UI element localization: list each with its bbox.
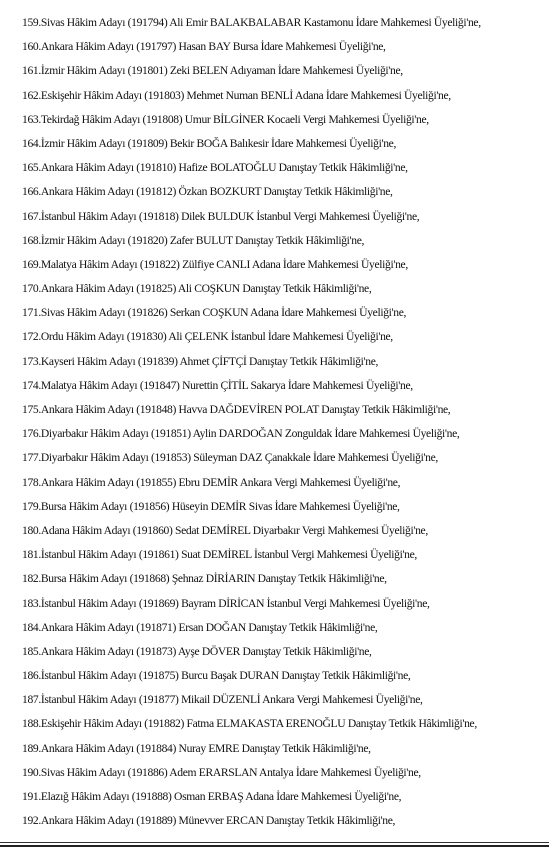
list-item: 170.Ankara Hâkim Adayı (191825) Ali COŞKUN Danıştay Tetkik Hâkimliği'ne, [22,282,372,296]
list-item: 162.Eskişehir Hâkim Adayı (191803) Mehmet Numan BENLİ Adana İdare Mahkemesi Üyeliği'ne, [22,88,451,102]
list-item: 161.İzmir Hâkim Adayı (191801) Zeki BELEN Adıyaman İdare Mahkemesi Üyeliği'ne, [22,64,403,78]
list-item: 189.Ankara Hâkim Adayı (191884) Nuray EMRE Danıştay Tetkik Hâkimliği'ne, [22,741,371,755]
list-item: 180.Adana Hâkim Adayı (191860) Sedat DEMİREL Diyarbakır Vergi Mahkemesi Üyeliği'ne, [22,523,428,537]
list-item: 185.Ankara Hâkim Adayı (191873) Ayşe DÖVER Danıştay Tetkik Hâkimliği'ne, [22,644,372,658]
list-item: 164.İzmir Hâkim Adayı (191809) Bekir BOĞA Balıkesir İdare Mahkemesi Üyeliği'ne, [22,136,397,150]
list-item: 188.Eskişehir Hâkim Adayı (191882) Fatma ELMAKASTA ERENOĞLU Danıştay Tetkik Hâkimliği'ne, [22,717,477,731]
list-item: 169.Malatya Hâkim Adayı (191822) Zülfiye CANLI Adana İdare Mahkemesi Üyeliği'ne, [22,257,408,271]
list-item: 174.Malatya Hâkim Adayı (191847) Nurettin ÇİTİL Sakarya İdare Mahkemesi Üyeliği'ne, [22,378,413,392]
list-item: 173.Kayseri Hâkim Adayı (191839) Ahmet ÇİFTÇİ Danıştay Tetkik Hâkimliği'ne, [22,354,379,368]
list-item: 183.İstanbul Hâkim Adayı (191869) Bayram DİRİCAN İstanbul Vergi Mahkemesi Üyeliği'ne, [22,596,430,610]
list-item: 171.Sivas Hâkim Adayı (191826) Serkan COŞKUN Adana İdare Mahkemesi Üyeliği'ne, [22,306,407,320]
list-item: 179.Bursa Hâkim Adayı (191856) Hüseyin DEMİR Sivas İdare Mahkemesi Üyeliği'ne, [22,499,400,513]
list-item: 181.İstanbul Hâkim Adayı (191861) Suat DEMİREL İstanbul Vergi Mahkemesi Üyeliği'ne, [22,548,417,562]
list-item: 159.Sivas Hâkim Adayı (191794) Ali Emir BALAKBALABAR Kastamonu İdare Mahkemesi Üyeliği'ne, [22,16,481,29]
list-item: 192.Ankara Hâkim Adayı (191889) Münevver ERCAN Danıştay Tetkik Hâkimliği'ne, [22,814,396,828]
list-item: 175.Ankara Hâkim Adayı (191848) Havva DAĞDEVİREN POLAT Danıştay Tetkik Hâkimliği'ne, [22,403,451,416]
list-item: 167.İstanbul Hâkim Adayı (191818) Dilek BULDUK İstanbul Vergi Mahkemesi Üyeliği'ne, [22,209,420,223]
list-item: 160.Ankara Hâkim Adayı (191797) Hasan BAY Bursa İdare Mahkemesi Üyeliği'ne, [22,40,386,54]
list-item: 187.İstanbul Hâkim Adayı (191877) Mikail DÜZENLİ Ankara Vergi Mahkemesi Üyeliği'ne, [22,693,423,707]
appointment-list [22,11,547,833]
list-item: 168.İzmir Hâkim Adayı (191820) Zafer BULUT Danıştay Tetkik Hâkimliği'ne, [22,233,365,247]
list-item: 190.Sivas Hâkim Adayı (191886) Adem ERARSLAN Antalya İdare Mahkemesi Üyeliği'ne, [22,765,421,779]
list-item: 184.Ankara Hâkim Adayı (191871) Ersan DOĞAN Danıştay Tetkik Hâkimliği'ne, [22,620,378,634]
list-item: 176.Diyarbakır Hâkim Adayı (191851) Aylin DARDOĞAN Zonguldak İdare Mahkemesi Üyeliği'ne, [22,427,460,441]
list-item: 178.Ankara Hâkim Adayı (191855) Ebru DEMİR Ankara Vergi Mahkemesi Üyeliği'ne, [22,475,401,489]
list-item: 182.Bursa Hâkim Adayı (191868) Şehnaz DİRİARIN Danıştay Tetkik Hâkimliği'ne, [22,572,387,586]
list-item: 177.Diyarbakır Hâkim Adayı (191853) Süleyman DAZ Çanakkale İdare Mahkemesi Üyeliği'ne, [22,451,438,465]
footer-divider-top [0,842,549,843]
list-item: 163.Tekirdağ Hâkim Adayı (191808) Umur BİLGİNER Kocaeli Vergi Mahkemesi Üyeliği'ne, [22,112,429,126]
list-item: 165.Ankara Hâkim Adayı (191810) Hafize BOLATOĞLU Danıştay Tetkik Hâkimliği'ne, [22,161,408,175]
list-item: 172.Ordu Hâkim Adayı (191830) Ali ÇELENK İstanbul İdare Mahkemesi Üyeliği'ne, [22,330,393,344]
list-item: 186.İstanbul Hâkim Adayı (191875) Burcu Başak DURAN Danıştay Tetkik Hâkimliği'ne, [22,669,411,683]
list-item: 166.Ankara Hâkim Adayı (191812) Özkan BOZKURT Danıştay Tetkik Hâkimliği'ne, [22,185,393,199]
list-item: 191.Elazığ Hâkim Adayı (191888) Osman ERBAŞ Adana İdare Mahkemesi Üyeliği'ne, [22,790,402,803]
footer-divider-bottom [0,845,549,847]
